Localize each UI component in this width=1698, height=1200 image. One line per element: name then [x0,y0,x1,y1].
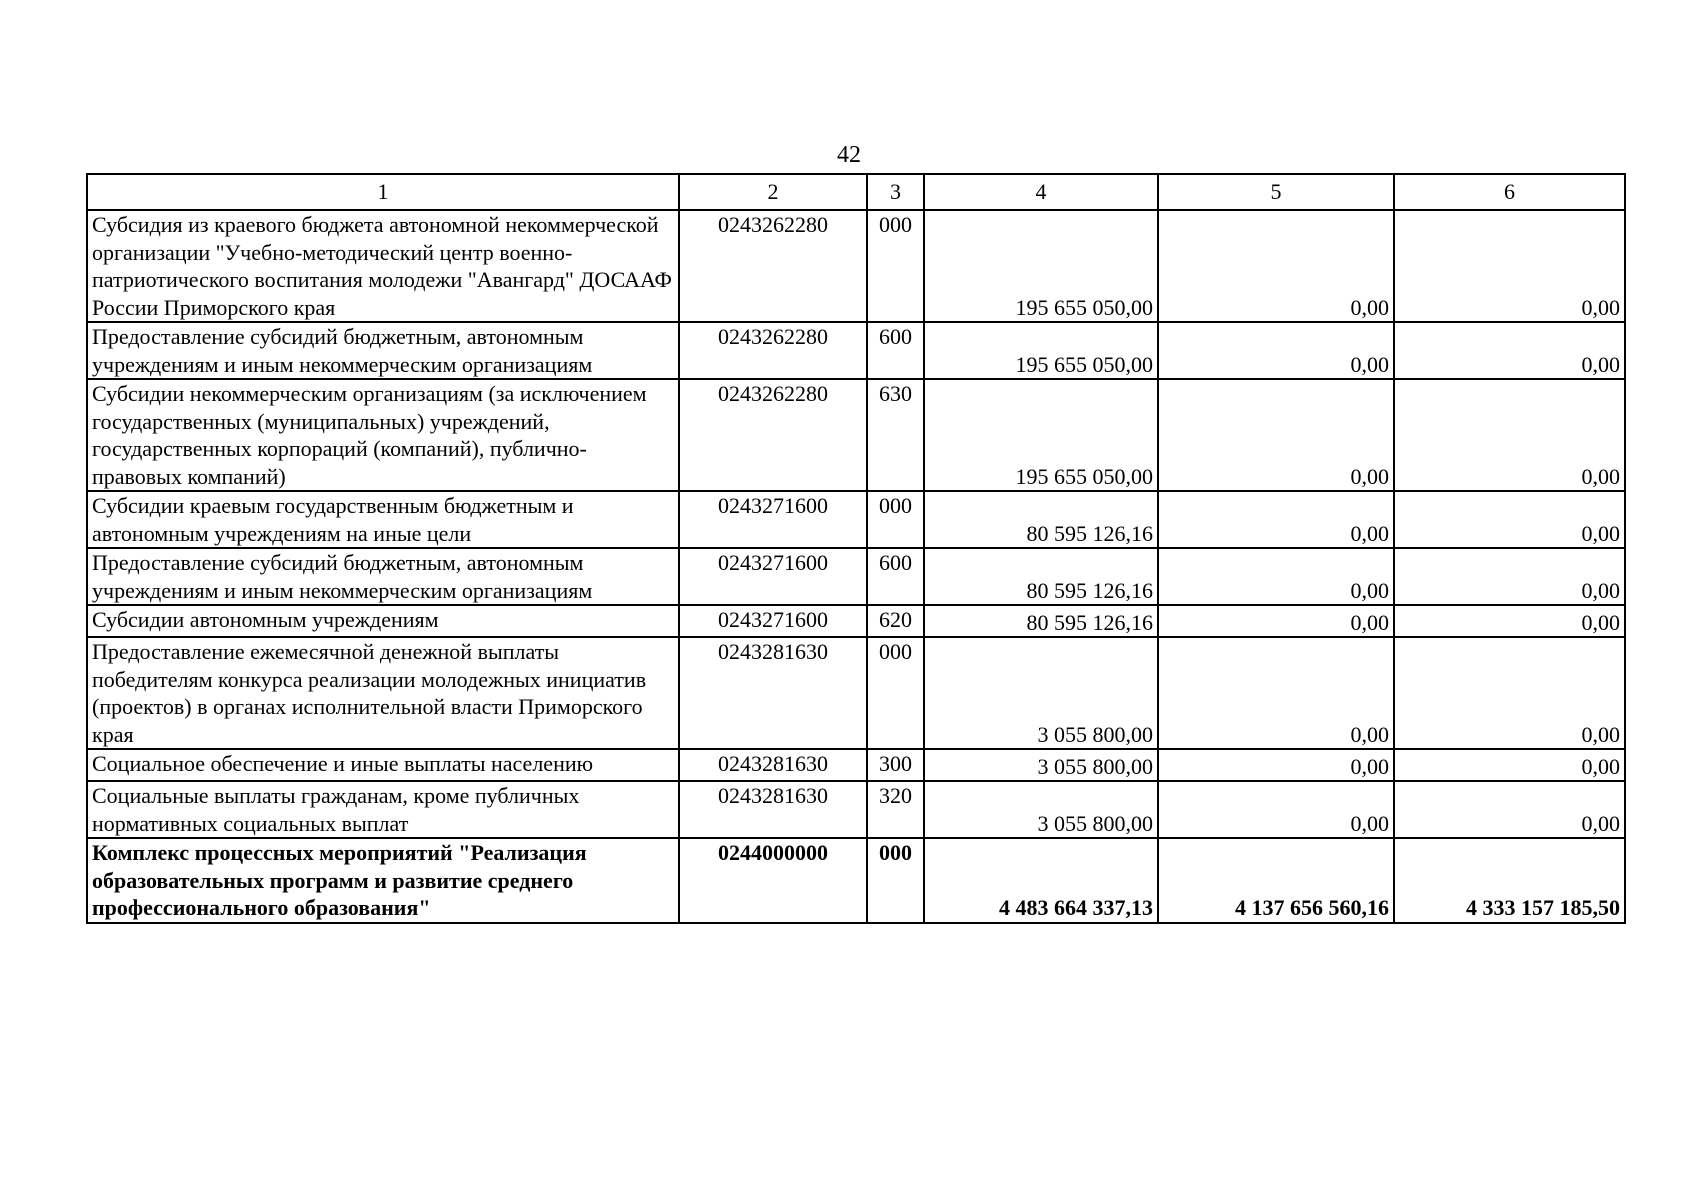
row-amount-col4: 80 595 126,16 [924,548,1158,605]
row-amount-col4: 195 655 050,00 [924,379,1158,491]
row-amount-col5: 0,00 [1158,605,1394,637]
row-code: 0243281630 [679,637,867,749]
column-header-1: 1 [87,174,679,210]
row-type: 600 [867,548,924,605]
column-header-2: 2 [679,174,867,210]
row-code: 0243262280 [679,322,867,379]
row-type: 630 [867,379,924,491]
row-code: 0243281630 [679,749,867,781]
row-name: Предоставление субсидий бюджетным, автономным учреждениям и иным некоммерческим организациям [87,548,679,605]
row-code: 0244000000 [679,838,867,923]
row-name: Субсидии краевым государственным бюджетным и автономным учреждениям на иные цели [87,491,679,548]
row-amount-col5: 0,00 [1158,548,1394,605]
column-header-5: 5 [1158,174,1394,210]
row-amount-col6: 4 333 157 185,50 [1394,838,1625,923]
row-name: Субсидии некоммерческим организациям (за исключением государственных (муниципальных) учреждений, государственных корпораций (компаний), публично-правовых компаний) [87,379,679,491]
row-type: 620 [867,605,924,637]
row-code: 0243271600 [679,605,867,637]
row-amount-col6: 0,00 [1394,781,1625,838]
column-header-3: 3 [867,174,924,210]
table-row [87,491,1625,548]
row-amount-col5: 0,00 [1158,781,1394,838]
budget-table [86,173,1626,924]
row-name: Комплекс процессных мероприятий "Реализация образовательных программ и развитие среднего профессионального образования" [87,838,679,923]
row-amount-col6: 0,00 [1394,605,1625,637]
table-row-total [87,838,1625,923]
row-code: 0243281630 [679,781,867,838]
row-amount-col4: 4 483 664 337,13 [924,838,1158,923]
row-amount-col4: 195 655 050,00 [924,322,1158,379]
table-row [87,749,1625,781]
row-amount-col6: 0,00 [1394,637,1625,749]
row-name: Социальные выплаты гражданам, кроме публичных нормативных социальных выплат [87,781,679,838]
row-amount-col5: 0,00 [1158,749,1394,781]
row-amount-col5: 0,00 [1158,637,1394,749]
table-row [87,605,1625,637]
row-code: 0243271600 [679,491,867,548]
row-name: Предоставление ежемесячной денежной выплаты победителям конкурса реализации молодежных инициатив (проектов) в органах исполнительной власти Приморского края [87,637,679,749]
row-amount-col6: 0,00 [1394,749,1625,781]
row-amount-col5: 0,00 [1158,322,1394,379]
row-type: 300 [867,749,924,781]
row-type: 320 [867,781,924,838]
row-type: 000 [867,637,924,749]
row-amount-col6: 0,00 [1394,548,1625,605]
row-amount-col4: 195 655 050,00 [924,210,1158,322]
row-code: 0243262280 [679,210,867,322]
column-header-6: 6 [1394,174,1625,210]
row-name: Субсидии автономным учреждениям [87,605,679,637]
row-type: 000 [867,838,924,923]
row-code: 0243271600 [679,548,867,605]
row-amount-col6: 0,00 [1394,491,1625,548]
row-amount-col5: 4 137 656 560,16 [1158,838,1394,923]
page-number: 42 [837,142,861,168]
table-row [87,210,1625,322]
row-name: Социальное обеспечение и иные выплаты населению [87,749,679,781]
row-name: Предоставление субсидий бюджетным, автономным учреждениям и иным некоммерческим организациям [87,322,679,379]
table-row [87,637,1625,749]
column-header-4: 4 [924,174,1158,210]
row-amount-col4: 3 055 800,00 [924,749,1158,781]
row-type: 600 [867,322,924,379]
row-amount-col5: 0,00 [1158,210,1394,322]
row-amount-col4: 80 595 126,16 [924,605,1158,637]
row-code: 0243262280 [679,379,867,491]
table-row [87,548,1625,605]
row-amount-col6: 0,00 [1394,379,1625,491]
row-amount-col5: 0,00 [1158,379,1394,491]
table-row [87,781,1625,838]
row-amount-col4: 3 055 800,00 [924,637,1158,749]
row-amount-col6: 0,00 [1394,322,1625,379]
column-header-row [87,174,1625,210]
row-amount-col4: 80 595 126,16 [924,491,1158,548]
row-type: 000 [867,210,924,322]
row-amount-col4: 3 055 800,00 [924,781,1158,838]
row-amount-col5: 0,00 [1158,491,1394,548]
row-type: 000 [867,491,924,548]
table-row [87,379,1625,491]
row-amount-col6: 0,00 [1394,210,1625,322]
row-name: Субсидия из краевого бюджета автономной некоммерческой организации "Учебно-методический центр военно-патриотического воспитания молодежи "Авангард" ДОСААФ России Приморского края [87,210,679,322]
table-row [87,322,1625,379]
